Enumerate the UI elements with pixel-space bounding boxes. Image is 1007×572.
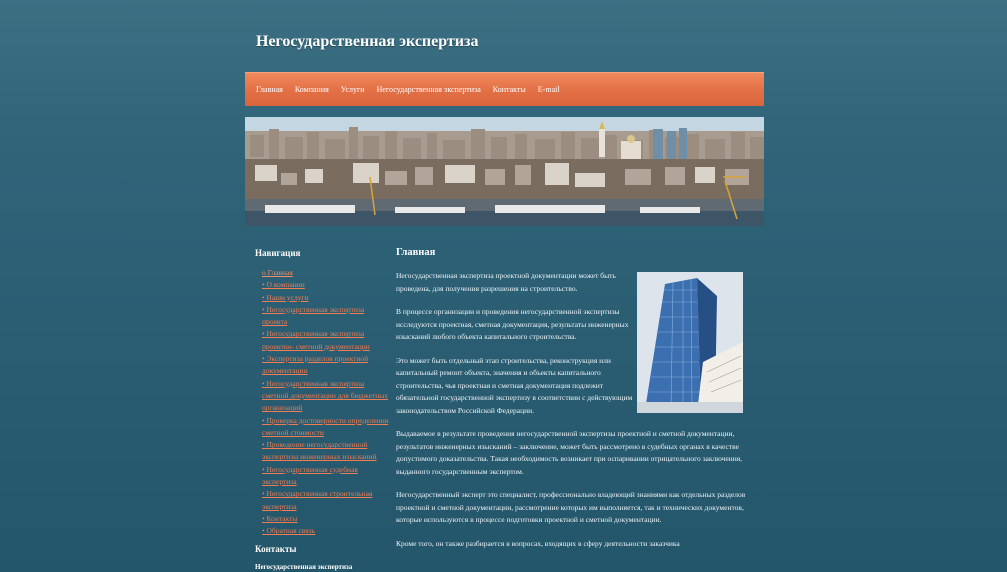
sidebar-item-construction-expertise	[262, 488, 390, 513]
glass-tower-image	[637, 272, 743, 413]
site-title: Негосударственная экспертиза	[256, 33, 479, 50]
sidebar-item-judicial-expertise	[262, 464, 390, 489]
sidebar-item-feedback	[262, 525, 390, 537]
nav-item-services[interactable]: Услуги	[340, 85, 365, 94]
sidebar-item-services	[262, 292, 390, 304]
city-panorama-image	[245, 117, 764, 226]
sidebar-link-survey-expertise[interactable]: • Проведение негосударственной экспертизы инженерных изысканий	[262, 440, 377, 462]
sidebar-link-home[interactable]: о Главная	[262, 268, 293, 277]
sidebar-item-survey-expertise	[262, 439, 390, 464]
sidebar-link-contacts[interactable]: • Контакты	[262, 513, 298, 523]
page-title: Главная	[396, 247, 436, 258]
sidebar-link-judicial-expertise[interactable]: • Негосударственная судебная экспертиза	[262, 464, 358, 487]
sidebar-link-budget-expertise[interactable]: • Негосударственная экспертиза сметной документации для бюджетных организаций	[262, 378, 389, 413]
contacts-text: Негосударственная экспертиза	[255, 562, 353, 571]
sidebar-link-sections-expertise[interactable]: • Экспертиза разделов проектной документации	[262, 354, 369, 376]
paragraph-2: В процессе организации и проведения негосударственной экспертизы исследуются проектная, сметная документация, результаты инженерных изысканий любого объекта капитального строительства.	[396, 307, 629, 341]
sidebar-link-feedback[interactable]: • Обратная связь	[262, 526, 316, 536]
sidebar-link-psd-expertise[interactable]: • Негосударственная экспертиза проектно- сметной документации	[262, 329, 370, 351]
contacts-heading: Контакты	[255, 543, 297, 554]
paragraph-1: Негосударственная экспертиза проектной документации может быть проведена, для получения разрешения на строительство.	[396, 271, 616, 293]
nav-item-home[interactable]: Главная	[256, 85, 283, 94]
sidebar-item-sections-expertise	[262, 353, 390, 378]
sidebar-nav-list	[255, 267, 390, 538]
sidebar-item-psd-expertise	[262, 328, 390, 353]
sidebar	[255, 248, 390, 571]
nav-item-company[interactable]: Компания	[294, 85, 329, 94]
sidebar-item-budget-expertise	[262, 378, 390, 415]
sidebar-item-about	[262, 279, 390, 291]
sidebar-heading: Навигация	[255, 248, 301, 258]
sidebar-link-construction-expertise[interactable]: • Негосударственная строительная экспертиза	[262, 489, 373, 511]
paragraph-5: Негосударственный эксперт это специалист, профессионально владеющий знаниями как отдельных разделов проектной и сметной документации, рассмотрение которых им выполняется, так и технических документов, которые используются в процессе подготовки проектной и сметной документации.	[396, 490, 746, 524]
sidebar-link-project-expertise[interactable]: • Негосударственная экспертиза проекта	[262, 304, 365, 327]
sidebar-item-cost-check	[262, 415, 390, 440]
sidebar-item-project-expertise	[262, 304, 390, 329]
top-navigation	[245, 72, 764, 106]
city-panorama-banner	[245, 117, 764, 226]
sidebar-item-home	[262, 267, 390, 279]
sidebar-item-contacts	[262, 513, 390, 525]
paragraph-4: Выдаваемое в результате проведения негосударственной экспертизы проектной и сметной документации, результатов инженерных изысканий – заключение, может быть рассмотрено в судебных органах в качестве допустимого доказательства. Такая необходимость возникает при оспаривании отрицательного заключения, выданного государственным экспертом.	[396, 429, 743, 476]
nav-item-contacts[interactable]: Контакты	[492, 85, 526, 94]
nav-item-expertise[interactable]: Негосударственная экспертиза	[376, 85, 481, 94]
sidebar-link-about[interactable]: • О компании	[262, 280, 305, 290]
paragraph-6: Кроме того, он также разбирается в вопросах, входящих в сферу деятельности заказчика	[396, 538, 680, 548]
nav-item-email[interactable]: E-mail	[537, 85, 560, 94]
sidebar-link-cost-check[interactable]: • Проверка достоверности определения сметной стоимости	[262, 415, 389, 437]
sidebar-link-services[interactable]: • Наши услуги	[262, 292, 309, 302]
building-illustration	[637, 272, 743, 413]
paragraph-3: Это может быть отдельный этап строительства, реконструкция или капитальный ремонт объекта, значения и объекты капитального строительства, чья проектная и сметная документация подлежит обязательной государственной экспертизу в соответствии с действующим законодательством Российской Федерации.	[396, 355, 633, 415]
